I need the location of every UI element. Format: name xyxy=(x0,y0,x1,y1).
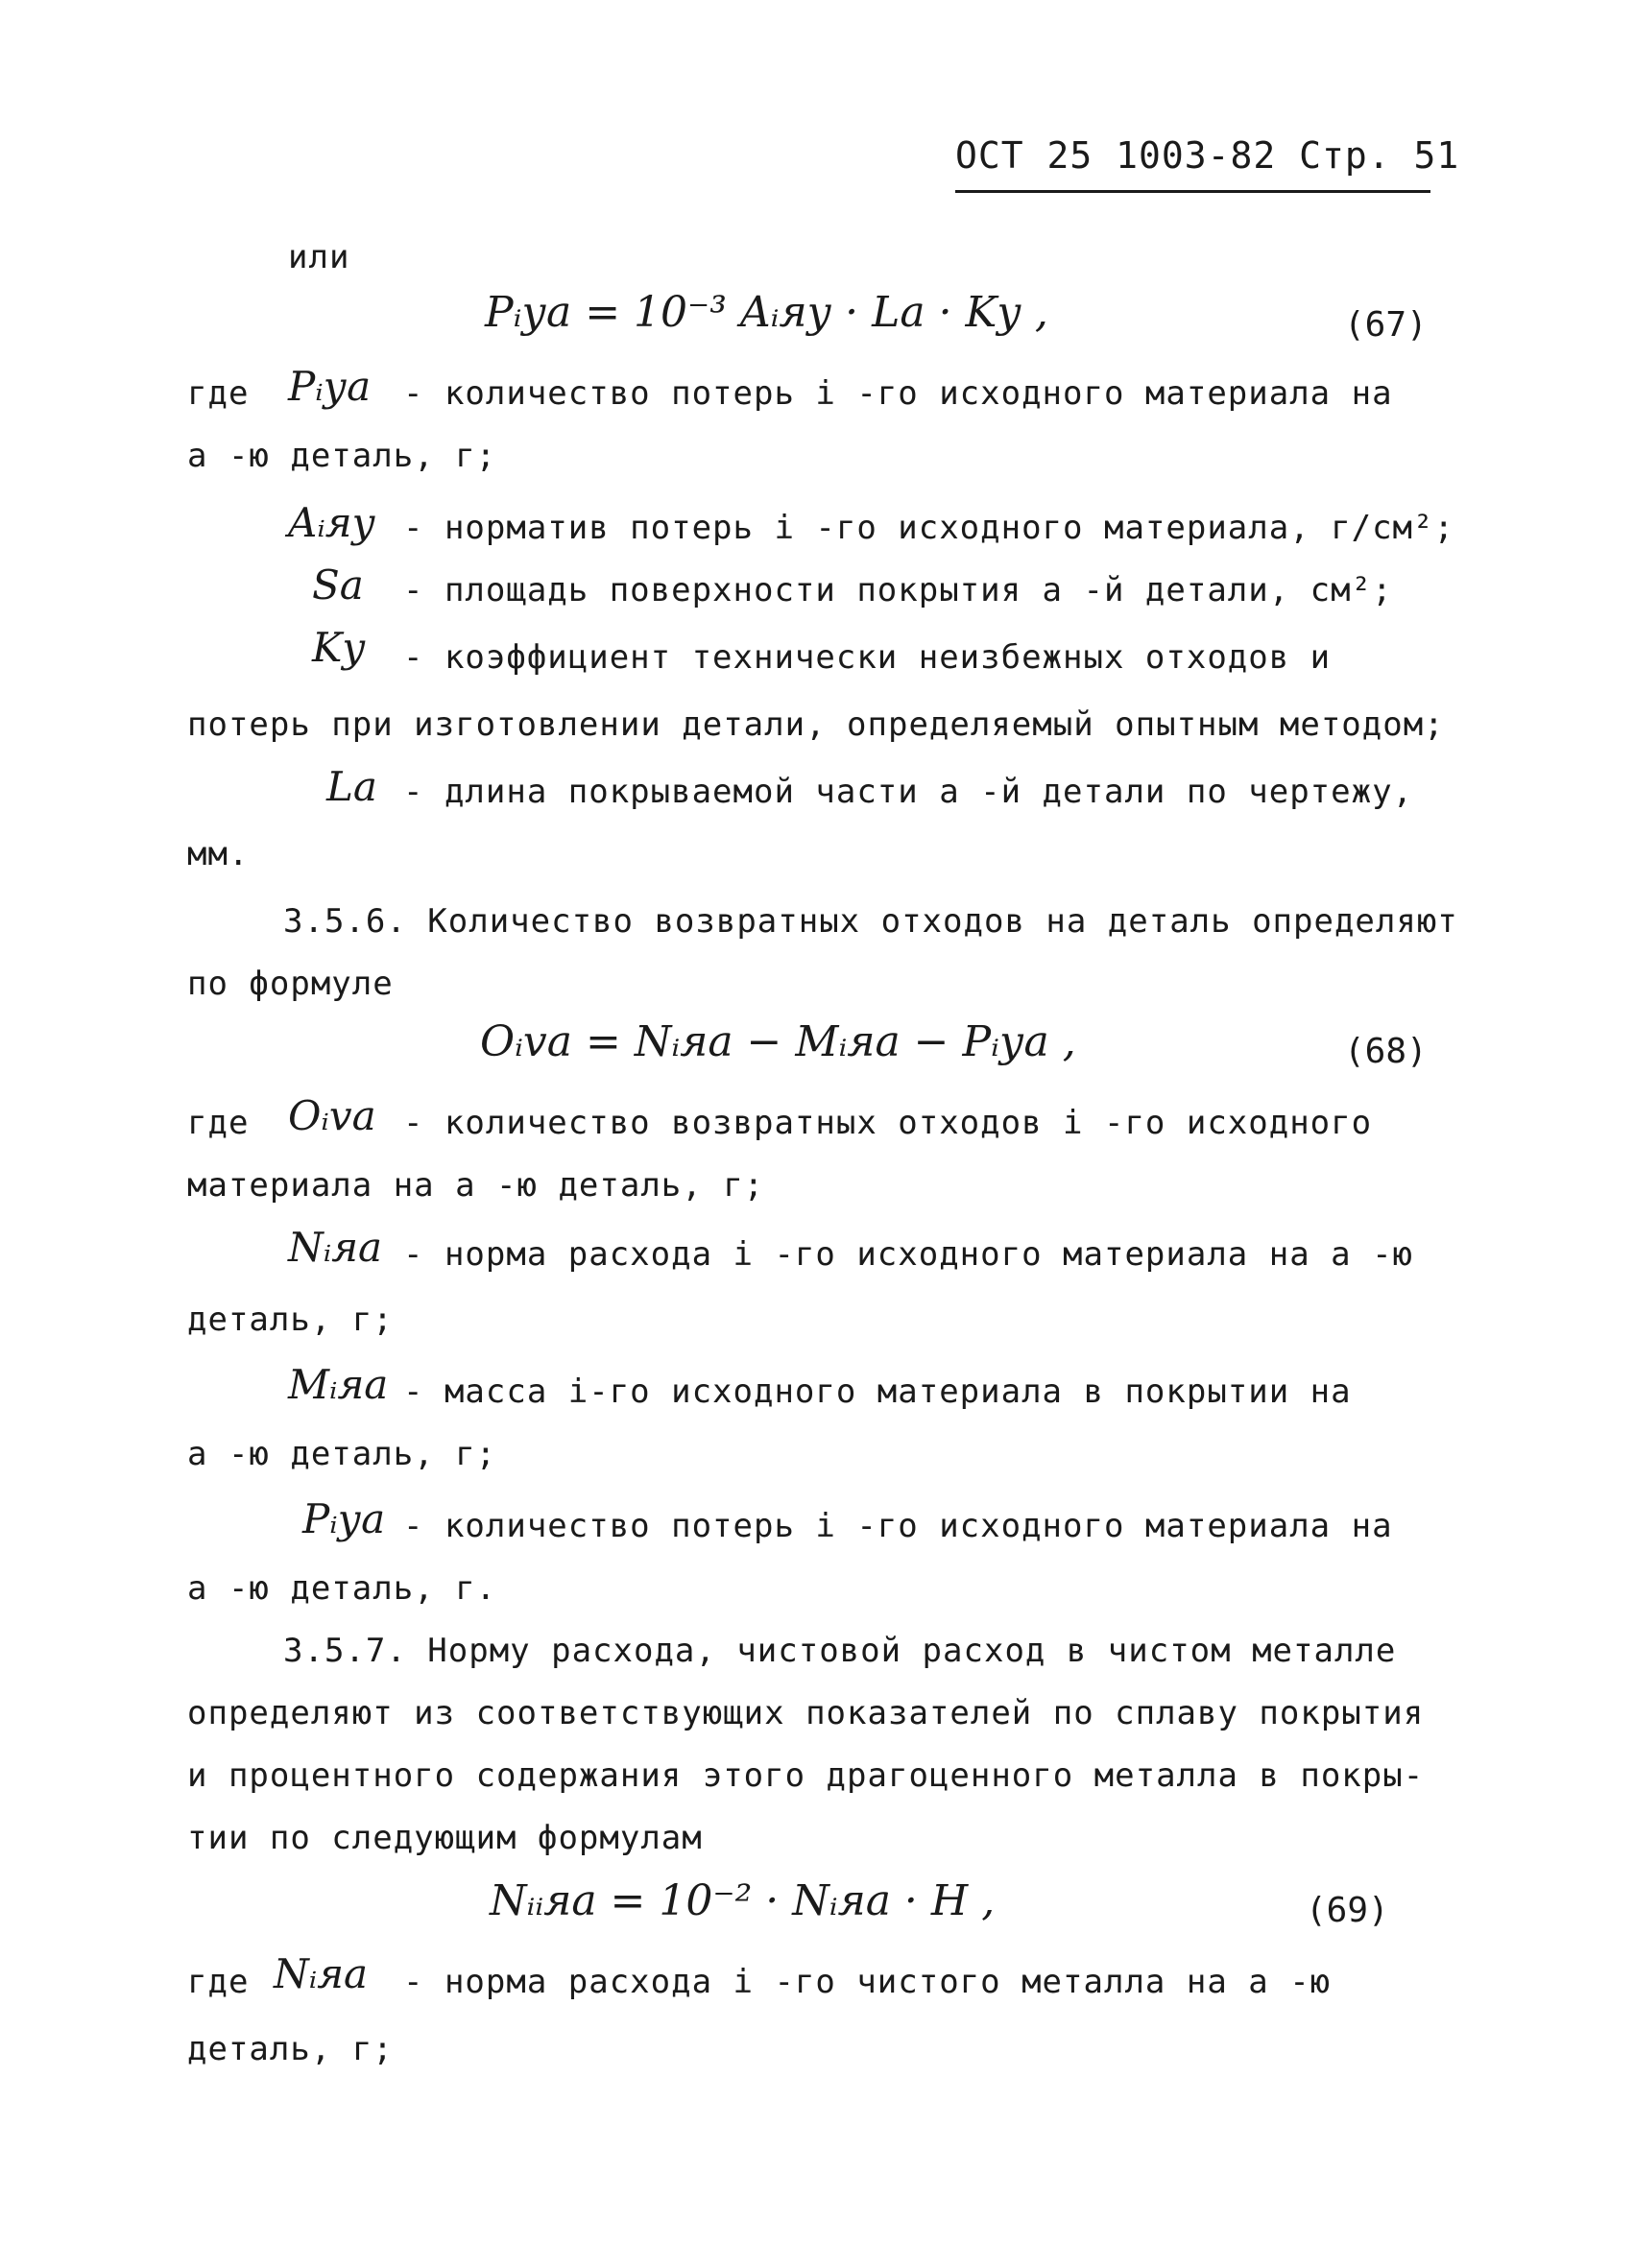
def-text: а -ю деталь, г. xyxy=(187,1569,497,1608)
paragraph-line: 3.5.7. Норму расхода, чистовой расход в чистом металле xyxy=(283,1632,1397,1670)
paragraph-line: 3.5.6. Количество возвратных отходов на деталь определяют xyxy=(283,902,1458,941)
def-lead: где xyxy=(187,1104,250,1142)
paragraph-line: тии по следующим формулам xyxy=(187,1819,703,1857)
def-text: - норма расхода i -го исходного материала на а -ю xyxy=(403,1235,1414,1274)
def-text: - количество потерь i -го исходного материала на xyxy=(403,1507,1393,1545)
def-text: - коэффициент технически неизбежных отходов и xyxy=(403,638,1332,677)
equation-69-number: (69) xyxy=(1306,1891,1389,1930)
def-text: - масса i-го исходного материала в покрытии на xyxy=(403,1373,1352,1411)
def-text: материала на а -ю деталь, г; xyxy=(187,1166,765,1205)
def-symbol: Kу xyxy=(312,624,366,671)
header-underline xyxy=(955,190,1430,193)
equation-67-number: (67) xyxy=(1344,305,1428,345)
def-text: - длина покрываемой части а -й детали по чертежу, xyxy=(403,773,1414,811)
def-symbol: Sа xyxy=(312,561,364,609)
def-symbol: Nᵢяа xyxy=(288,1224,383,1271)
paragraph-line: определяют из соответствующих показателей по сплаву покрытия xyxy=(187,1694,1425,1732)
def-symbol: Lа xyxy=(326,763,377,810)
def-symbol: Aᵢяу xyxy=(288,499,375,546)
equation-68-number: (68) xyxy=(1344,1032,1428,1071)
def-text: - норматив потерь i -го исходного материала, г/см²; xyxy=(403,509,1454,547)
def-symbol: Pᵢуа xyxy=(288,363,372,410)
def-text: потерь при изготовлении детали, определяемый опытным методом; xyxy=(187,705,1445,744)
paragraph-line: и процентного содержания этого драгоценного металла в покры- xyxy=(187,1756,1425,1795)
def-text: - количество потерь i -го исходного материала на xyxy=(403,374,1393,413)
def-text: деталь, г; xyxy=(187,2030,394,2068)
page-header: ОСТ 25 1003-82 Стр. 51 xyxy=(955,134,1460,177)
def-symbol: Nᵢяа xyxy=(274,1950,369,1997)
paragraph-line: по формуле xyxy=(187,965,394,1003)
equation-69: Nᵢᵢяа = 10⁻² · Nᵢяа · H , xyxy=(490,1876,996,1925)
def-text: деталь, г; xyxy=(187,1301,394,1339)
def-lead: где xyxy=(187,374,250,413)
intro-word: или xyxy=(288,238,350,276)
def-text: мм. xyxy=(187,835,250,873)
def-text: - норма расхода i -го чистого металла на а -ю xyxy=(403,1963,1332,2001)
def-text: - количество возвратных отходов i -го исходного xyxy=(403,1104,1373,1142)
def-symbol: Oᵢvа xyxy=(288,1092,376,1139)
def-lead: где xyxy=(187,1963,250,2001)
equation-67: Pᵢуа = 10⁻³ Aᵢяу · La · Kу , xyxy=(485,288,1048,337)
equation-68: Oᵢvа = Nᵢяа − Mᵢяа − Pᵢуа , xyxy=(480,1017,1076,1066)
def-text: - площадь поверхности покрытия а -й детали, см²; xyxy=(403,571,1393,609)
def-text: а -ю деталь, г; xyxy=(187,437,497,475)
def-text: а -ю деталь, г; xyxy=(187,1435,497,1473)
def-symbol: Pᵢуа xyxy=(302,1495,386,1542)
def-symbol: Mᵢяа xyxy=(288,1361,389,1408)
